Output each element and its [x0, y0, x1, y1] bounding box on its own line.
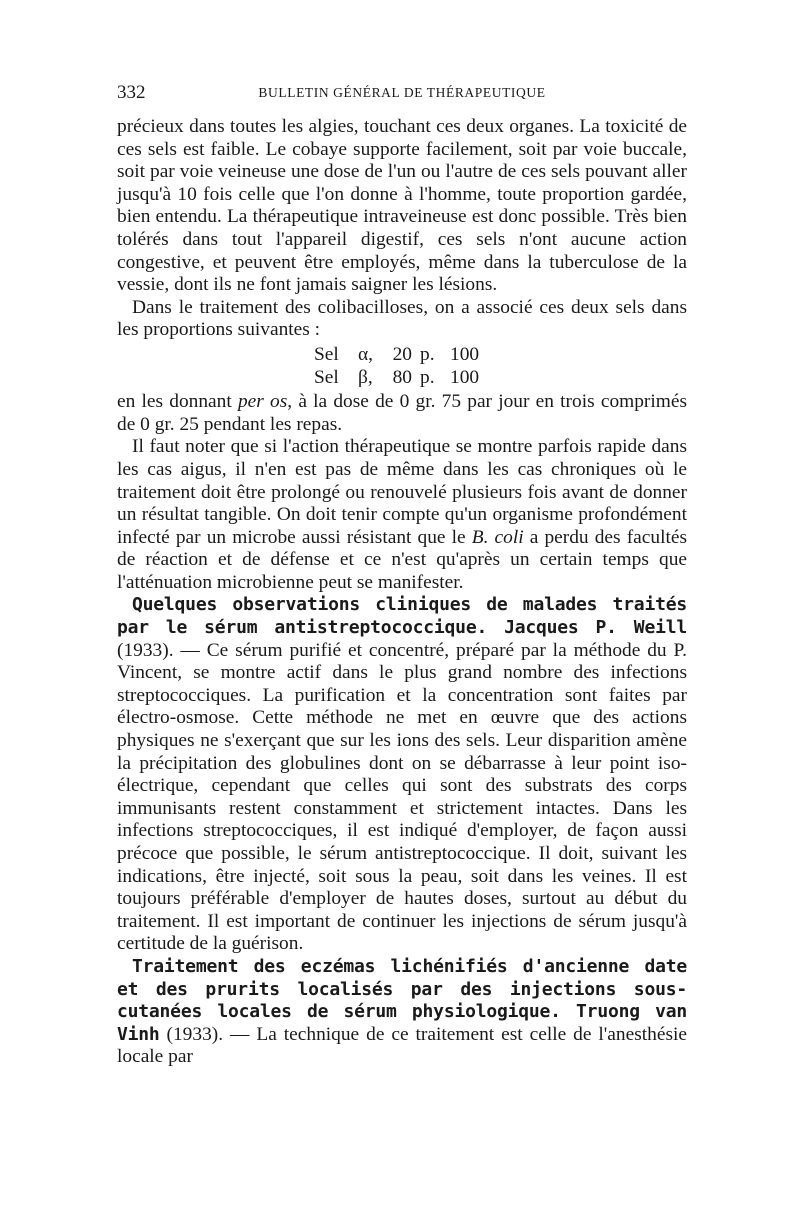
section-text: La technique de ce traitement est celle de l'anesthésie locale par: [117, 1023, 687, 1068]
body-text: [117, 116, 687, 1069]
formula-unit: p.: [420, 343, 435, 365]
section-eczema: [117, 956, 687, 1069]
section-title: Traitement des eczémas lichénifiés d'ancienne date et des prurits localisés par des injections sous-cutanées locales de sérum physiologique. Truong van Vinh: [117, 955, 687, 1045]
text-run: en les donnant: [117, 391, 238, 413]
formula-base: 100: [450, 343, 480, 365]
section-title: Quelques observations cliniques de malades traités par le sérum antistreptococcique. Jacques P. Weill: [117, 594, 687, 639]
formula-unit: p.: [420, 366, 435, 388]
section-year: (1933). —: [159, 1023, 257, 1045]
section-year: (1933). —: [117, 639, 207, 661]
formula-proportions: [117, 344, 687, 389]
text-run: a perdu des facultés de réaction et de défense et ce n'est qu'après un certain temps que l'atténuation microbienne peut se manifester.: [117, 526, 687, 593]
paragraph-toxicity: précieux dans toutes les algies, touchant ces deux organes. La toxicité de ces sels est faible. Le cobaye supporte facilement, soit par voie buccale, soit par voie veineuse une dose de l'un ou l'autre de ces sels pouvant aller jusqu'à 10 fois celle que l'on donne à l'homme, toute proportion gardée, bien entendu. La thérapeutique intraveineuse est donc possible. Très bien tolérés dans tout l'appareil digestif, ces sels n'ont aucune action congestive, et peuvent être employés, même dans la tuberculose de la vessie, dont ils ne font jamais saigner les lésions.: [117, 116, 687, 296]
paragraph-dosage: [117, 391, 687, 436]
paragraph-chronic: [117, 436, 687, 594]
formula-base: 100: [450, 366, 480, 388]
italic-run: B. coli: [471, 526, 524, 548]
text-run: , à la dose de 0 gr. 75 par jour en trois comprimés de 0 gr. 25 pendant les repas.: [117, 391, 688, 435]
formula-line-alpha: [117, 344, 687, 367]
section-antistreptococcic: [117, 594, 687, 956]
formula-value: 80: [392, 366, 412, 388]
running-title: BULLETIN GÉNÉRAL DE THÉRAPEUTIQUE: [258, 85, 546, 100]
formula-line-beta: [117, 367, 687, 390]
page-header: [117, 82, 687, 106]
section-text: Ce sérum purifié et concentré, préparé par la méthode du P. Vincent, se montre actif dans le plus grand nombre des infections streptococciques. La purification et la concentration sont faites par électro-osmose. Cette méthode ne met en œuvre que des actions physiques ne s'exerçant que sur les ions des sels. Leur disparition amène la précipitation des globulines dont on se débarrasse à leur point iso-électrique, cependant que celles qui sont des substrats des corps immunisants restent constamment et strictement intactes. Dans les infections streptococciques, il est indiqué d'employer, de façon aussi précoce que possible, le sérum antistreptococcique. Il doit, suivant les indications, être injecté, soit sous la peau, soit dans les veines. Il est toujours préférable d'employer de hautes doses, surtout au début du traitement. Il est important de continuer les injections de sérum jusqu'à certitude de la guérison.: [117, 639, 687, 955]
formula-symbol: β,: [358, 366, 373, 388]
page-number: 332: [117, 82, 146, 103]
formula-label: Sel: [314, 343, 339, 365]
text-run: Il faut noter que si l'action thérapeutique se montre parfois rapide dans les cas aigus, il n'en est pas de même dans les cas chroniques où le traitement doit être prolongé ou renouvelé plusieurs fois avant de donner un résultat tangible. On doit tenir compte qu'un organisme profondément infecté par un microbe aussi résistant que le: [117, 436, 687, 548]
italic-run: per os: [237, 391, 288, 413]
formula-value: 20: [392, 343, 412, 365]
formula-symbol: α,: [358, 343, 374, 365]
paragraph-colibacillosis: Dans le traitement des colibacilloses, on a associé ces deux sels dans les proportions suivantes :: [117, 296, 687, 341]
formula-label: Sel: [314, 366, 339, 388]
